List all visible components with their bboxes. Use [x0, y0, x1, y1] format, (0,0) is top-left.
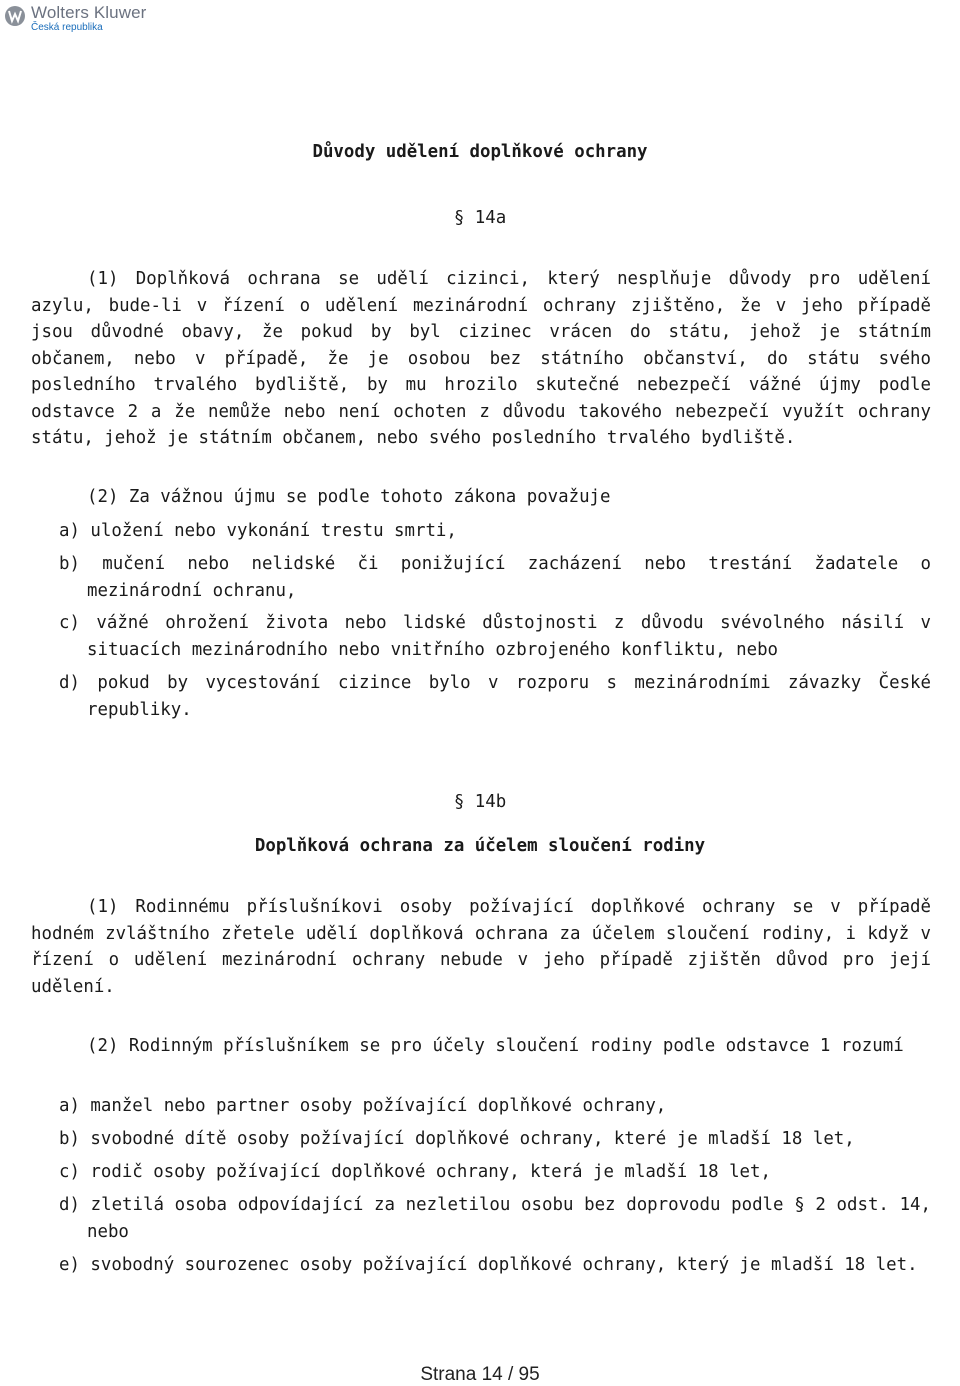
paragraph-14b-2: (2) Rodinným příslušníkem se pro účely sloučení rodiny podle odstavce 1 rozumí [87, 1036, 904, 1056]
publisher-logo [4, 4, 146, 33]
list-item-14a-c: c) vážné ohrožení života nebo lidské důstojnosti z důvodu svévolného násilí v situacích mezinárodního nebo vnitřního ozbrojeného konfliktu, nebo [59, 613, 931, 660]
section-14a-title: § 14a [453, 208, 507, 228]
list-item-14a-a: a) uložení nebo vykonání trestu smrti, [59, 521, 457, 541]
page-number: Strana 14 / 95 [420, 1364, 540, 1385]
section-14b-title: § 14b [453, 792, 507, 812]
list-item-14b-a: a) manžel nebo partner osoby požívající doplňkové ochrany, [59, 1096, 667, 1116]
brand-name: Wolters Kluwer [31, 3, 147, 22]
heading-duvody: Důvody udělení doplňkové ochrany [312, 142, 648, 162]
list-item-14a-b: b) mučení nebo nelidské či ponižující zacházení nebo trestání žadatele o mezinárodní ochranu, [59, 554, 931, 601]
list-item-14b-c: c) rodič osoby požívající doplňkové ochrany, která je mladší 18 let, [59, 1162, 771, 1182]
list-item-14b-e: e) svobodný sourozenec osoby požívající doplňkové ochrany, který je mladší 18 let. [59, 1255, 918, 1275]
list-item-14b-b: b) svobodné dítě osoby požívající doplňkové ochrany, které je mladší 18 let, [59, 1129, 855, 1149]
paragraph-14b-1: (1) Rodinnému příslušníkovi osoby požívající doplňkové ochrany se v případě hodném zvláštního zřetele udělí doplňková ochrana za účelem sloučení rodiny, i když v řízení o udělení mezinárodní ochrany nebude v jeho případě zjištěn důvod pro její udělení. [31, 897, 931, 997]
heading-slouceni-rodiny: Doplňková ochrana za účelem sloučení rodiny [254, 836, 706, 856]
wolters-kluwer-logo-icon [4, 5, 26, 27]
list-item-14b-d: d) zletilá osoba odpovídající za nezletilou osobu bez doprovodu podle § 2 odst. 14, nebo [59, 1195, 931, 1242]
paragraph-14a-2: (2) Za vážnou újmu se podle tohoto zákona považuje [87, 487, 611, 507]
paragraph-14a-1: (1) Doplňková ochrana se udělí cizinci, který nesplňuje důvody pro udělení azylu, bude-li v řízení o udělení mezinárodní ochrany zjištěno, že v jeho případě jsou důvodné obavy, že pokud by byl cizinec vrácen do státu, jehož je státním občanem, nebo v případě, že je osobou bez státního občanství, do státu svého posledního trvalého bydliště, by mu hrozilo skutečné nebezpečí vážné újmy podle odstavce 2 a že nemůže nebo není ochoten z důvodu takového nebezpečí využít ochrany státu, jehož je státním občanem, nebo svého posledního trvalého bydliště. [31, 269, 931, 448]
list-item-14a-d: d) pokud by vycestování cizince bylo v rozporu s mezinárodními závazky České republiky. [59, 673, 931, 720]
brand-subtitle: Česká republika [31, 22, 103, 33]
